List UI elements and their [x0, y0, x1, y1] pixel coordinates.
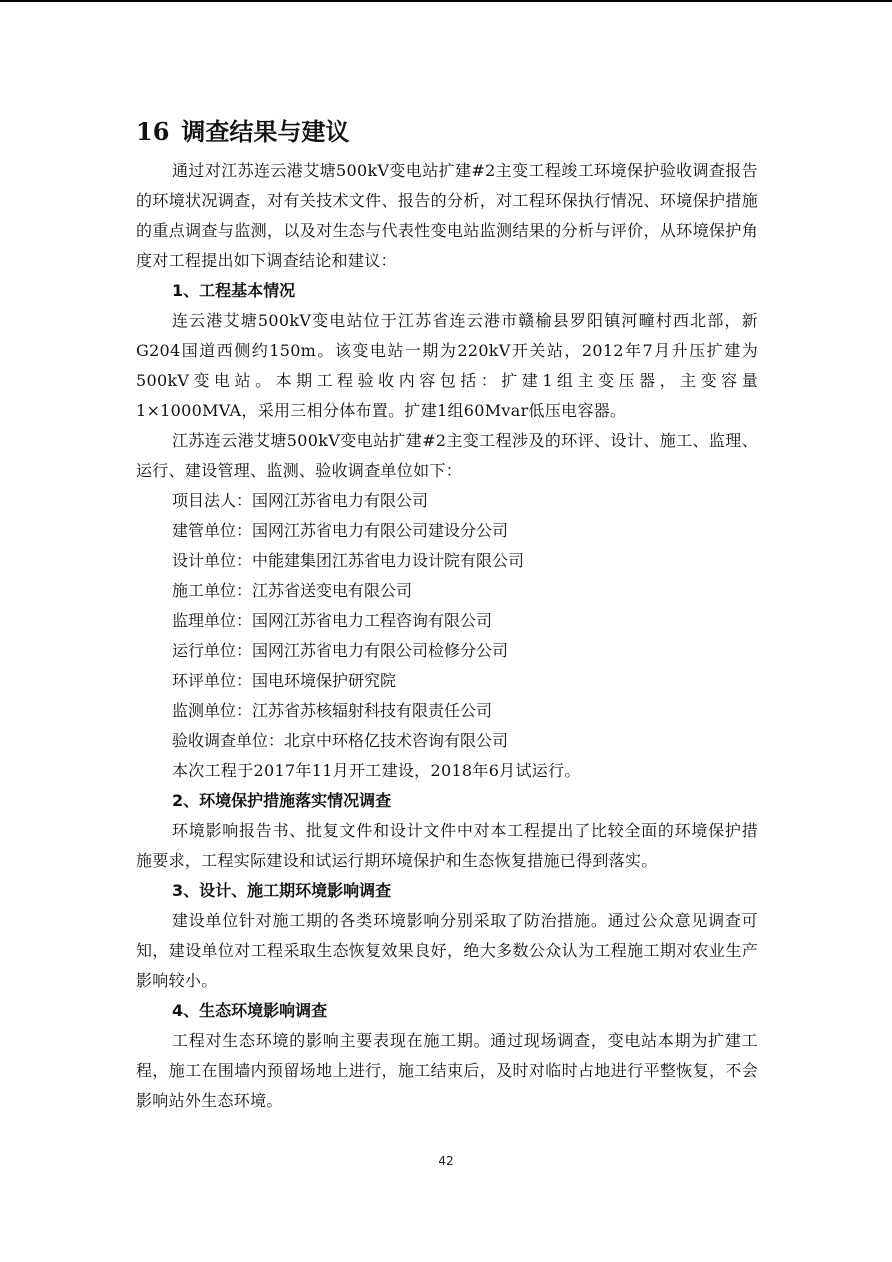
page-number: 42 — [438, 1154, 454, 1168]
ecological-impact-paragraph: 工程对生态环境的影响主要表现在施工期。通过现场调查，变电站本期为扩建工程，施工在围墙内预留场地上进行，施工结束后，及时对临时占地进行平整恢复，不会影响站外生态环境。 — [136, 1031, 758, 1110]
unit-item-supervision: 监理单位：国网江苏省电力工程咨询有限公司 — [172, 611, 493, 630]
section-heading-protection-measures: 2、环境保护措施落实情况调查 — [172, 791, 392, 810]
construction-timeline-paragraph: 本次工程于2017年11月开工建设，2018年6月试运行。 — [172, 761, 581, 780]
unit-item-project-owner: 项目法人：国网江苏省电力有限公司 — [172, 491, 429, 510]
construction-impact-paragraph: 建设单位针对施工期的各类环境影响分别采取了防治措施。通过公众意见调查可知，建设单位对工程采取生态恢复效果良好，绝大多数公众认为工程施工期对农业生产影响较小。 — [136, 911, 758, 990]
basic-info-paragraph-1: 连云港艾塘500kV变电站位于江苏省连云港市赣榆县罗阳镇河疃村西北部，新G204国道西侧约150m。该变电站一期为220kV开关站，2012年7月升压扩建为500kV变电站。本期工程验收内容包括：扩建1组主变压器，主变容量1×1000MVA，采用三相分体布置。扩建1组60Mvar低压电容器。 — [136, 311, 758, 420]
chapter-title-text: 调查结果与建议 — [181, 117, 350, 146]
unit-item-eia: 环评单位：国电环境保护研究院 — [172, 671, 397, 690]
unit-item-acceptance-survey: 验收调查单位：北京中环格亿技术咨询有限公司 — [172, 731, 509, 750]
unit-item-operation: 运行单位：国网江苏省电力有限公司检修分公司 — [172, 641, 509, 660]
chapter-title — [136, 112, 758, 152]
section-heading-ecological-impact: 4、生态环境影响调查 — [172, 1001, 328, 1020]
section-heading-basic-info: 1、工程基本情况 — [172, 281, 296, 300]
unit-item-construction: 施工单位：江苏省送变电有限公司 — [172, 581, 413, 600]
section-heading-construction-impact: 3、设计、施工期环境影响调查 — [172, 881, 392, 900]
unit-item-design: 设计单位：中能建集团江苏省电力设计院有限公司 — [172, 551, 525, 570]
basic-info-paragraph-2: 江苏连云港艾塘500kV变电站扩建#2主变工程涉及的环评、设计、施工、监理、运行、建设管理、监测、验收调查单位如下： — [136, 431, 758, 480]
unit-item-construction-management: 建管单位：国网江苏省电力有限公司建设分公司 — [172, 521, 509, 540]
top-border-line — [0, 0, 892, 2]
participating-units-list — [136, 486, 758, 756]
chapter-number: 16 — [136, 117, 170, 146]
protection-measures-paragraph: 环境影响报告书、批复文件和设计文件中对本工程提出了比较全面的环境保护措施要求，工程实际建设和试运行期环境保护和生态恢复措施已得到落实。 — [136, 821, 758, 870]
document-page — [136, 112, 758, 1116]
unit-item-monitoring: 监测单位：江苏省苏核辐射科技有限责任公司 — [172, 701, 493, 720]
intro-paragraph: 通过对江苏连云港艾塘500kV变电站扩建#2主变工程竣工环境保护验收调查报告的环境状况调查，对有关技术文件、报告的分析，对工程环保执行情况、环境保护措施的重点调查与监测，以及对生态与代表性变电站监测结果的分析与评价，从环境保护角度对工程提出如下调查结论和建议： — [136, 161, 758, 270]
